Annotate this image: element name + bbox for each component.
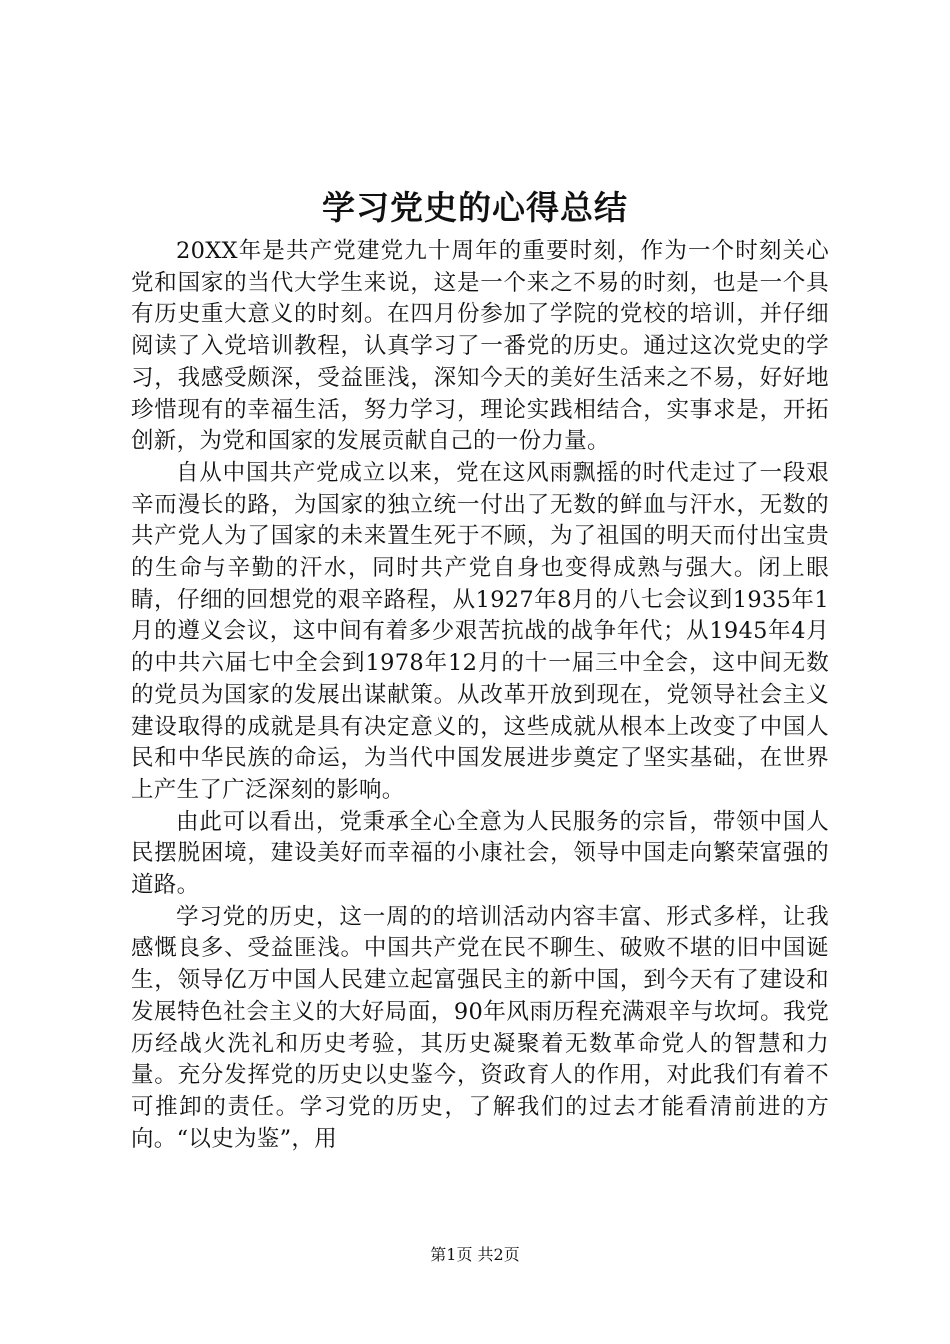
page-number-footer: 第1页 共2页	[430, 1245, 520, 1264]
paragraph-3: 由此可以看出，党秉承全心全意为人民服务的宗旨，带领中国人民摆脱困境，建设美好而幸福的小康社会，领导中国走向繁荣富强的道路。	[131, 808, 829, 899]
document-title: 学习党史的心得总结	[322, 188, 628, 227]
paragraph-1: 20XX年是共产党建党九十周年的重要时刻，作为一个时刻关心党和国家的当代大学生来说，这是一个来之不易的时刻，也是一个具有历史重大意义的时刻。在四月份参加了学院的党校的培训，并仔细阅读了入党培训教程，认真学习了一番党的历史。通过这次党史的学习，我感受颇深，受益匪浅，深知今天的美好生活来之不易，好好地珍惜现有的幸福生活，努力学习，理论实践相结合，实事求是，开拓创新，为党和国家的发展贡献自己的一份力量。	[131, 238, 829, 455]
document-body	[131, 236, 829, 1155]
paragraph-2: 自从中国共产党成立以来，党在这风雨飘摇的时代走过了一段艰辛而漫长的路，为国家的独立统一付出了无数的鲜血与汗水，无数的共产党人为了国家的未来置生死于不顾，为了祖国的明天而付出宝贵的生命与辛勤的汗水，同时共产党自身也变得成熟与强大。闭上眼睛，仔细的回想党的艰辛路程，从1927年8月的八七会议到1935年1月的遵义会议，这中间有着多少艰苦抗战的战争年代；从1945年4月的中共六届七中全会到1978年12月的十一届三中全会，这中间无数的党员为国家的发展出谋献策。从改革开放到现在，党领导社会主义建设取得的成就是具有决定意义的，这些成就从根本上改变了中国人民和中华民族的命运，为当代中国发展进步奠定了坚实基础，在世界上产生了广泛深刻的影响。	[131, 459, 829, 803]
paragraph-4: 学习党的历史，这一周的的培训活动内容丰富、形式多样，让我感慨良多、受益匪浅。中国共产党在民不聊生、破败不堪的旧中国诞生，领导亿万中国人民建立起富强民主的新中国，到今天有了建设和发展特色社会主义的大好局面，90年风雨历程充满艰辛与坎坷。我党历经战火洗礼和历史考验，其历史凝聚着无数革命党人的智慧和力量。充分发挥党的历史以史鉴今，资政育人的作用，对此我们有着不可推卸的责任。学习党的历史，了解我们的过去才能看清前进的方向。“以史为鉴”，用	[131, 903, 829, 1152]
